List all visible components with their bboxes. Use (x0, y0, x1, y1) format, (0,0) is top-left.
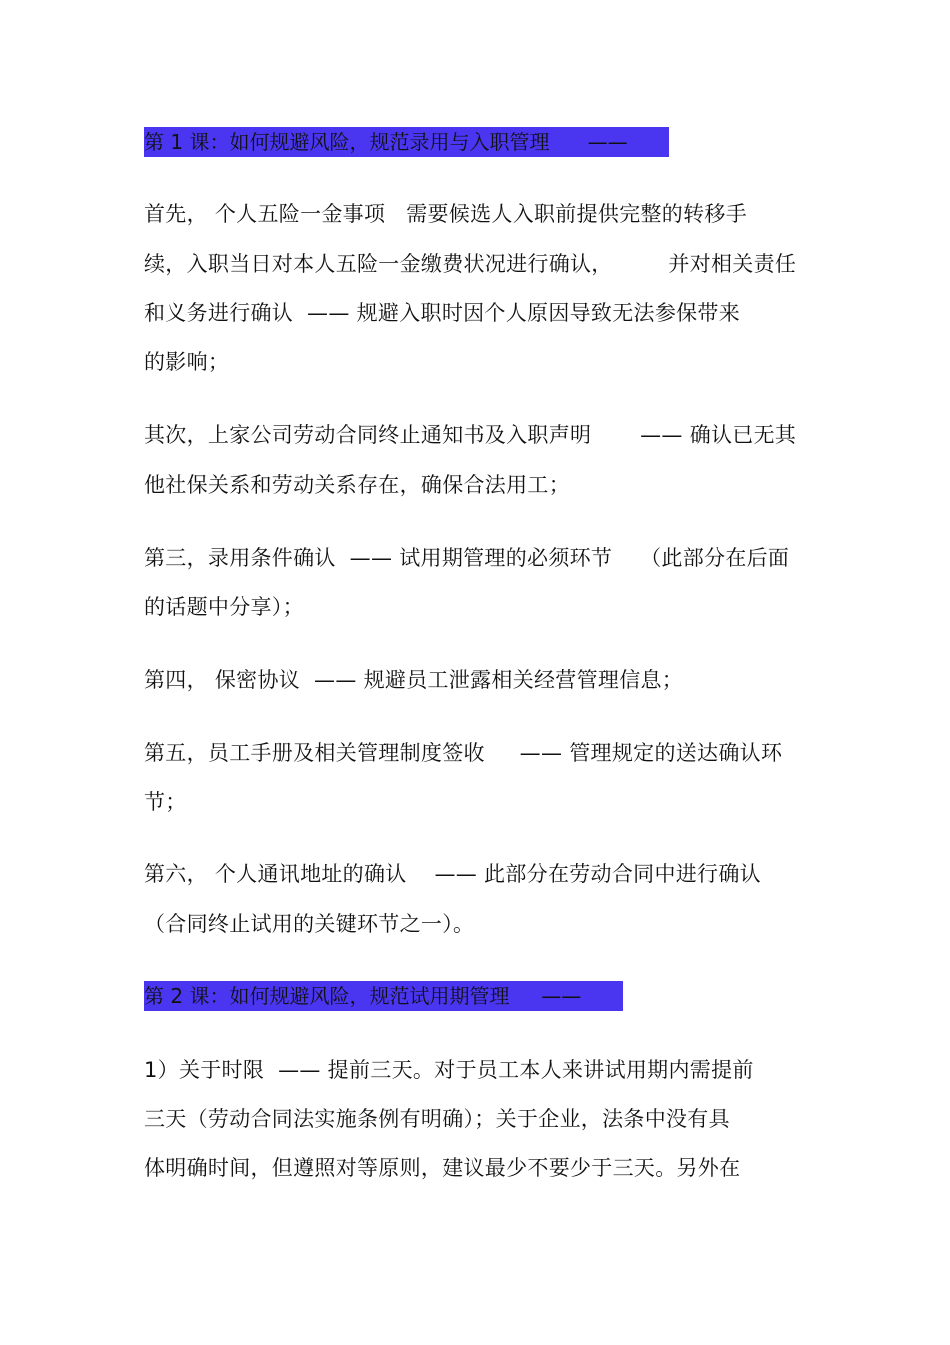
lesson-1-heading: 第 1 课：如何规避风险，规范录用与入职管理 —— (144, 127, 669, 157)
paragraph-line: （合同终止试用的关键环节之一）。 (144, 912, 475, 936)
lesson-2-heading: 第 2 课：如何规避风险，规范试用期管理 —— (144, 981, 623, 1011)
paragraph-line: 和义务进行确认 —— 规避入职时因个人原因导致无法参保带来 (144, 301, 741, 325)
paragraph-line: 第三，录用条件确认 —— 试用期管理的必须环节 （此部分在后面 (144, 546, 790, 570)
paragraph-line: 1）关于时限 —— 提前三天。对于员工本人来讲试用期内需提前 (144, 1058, 754, 1082)
paragraph-line: 第五，员工手册及相关管理制度签收 —— 管理规定的送达确认环 (144, 741, 783, 765)
paragraph-line: 他社保关系和劳动关系存在，确保合法用工； (144, 473, 570, 497)
paragraph-line: 续，入职当日对本人五险一金缴费状况进行确认， 并对相关责任 (144, 252, 797, 276)
paragraph-line: 节； (144, 790, 187, 814)
paragraph-line: 的影响； (144, 350, 230, 374)
paragraph-line: 首先， 个人五险一金事项 需要候选人入职前提供完整的转移手 (144, 202, 747, 226)
paragraph-line: 的话题中分享）； (144, 595, 304, 619)
paragraph-line: 第四， 保密协议 —— 规避员工泄露相关经营管理信息； (144, 668, 684, 692)
paragraph-line: 体明确时间，但遵照对等原则，建议最少不要少于三天。另外在 (144, 1156, 741, 1180)
paragraph-line: 三天（劳动合同法实施条例有明确）；关于企业，法条中没有具 (144, 1107, 730, 1131)
paragraph-line: 第六， 个人通讯地址的确认 —— 此部分在劳动合同中进行确认 (144, 862, 761, 886)
paragraph-line: 其次，上家公司劳动合同终止通知书及入职声明 —— 确认已无其 (144, 423, 797, 447)
